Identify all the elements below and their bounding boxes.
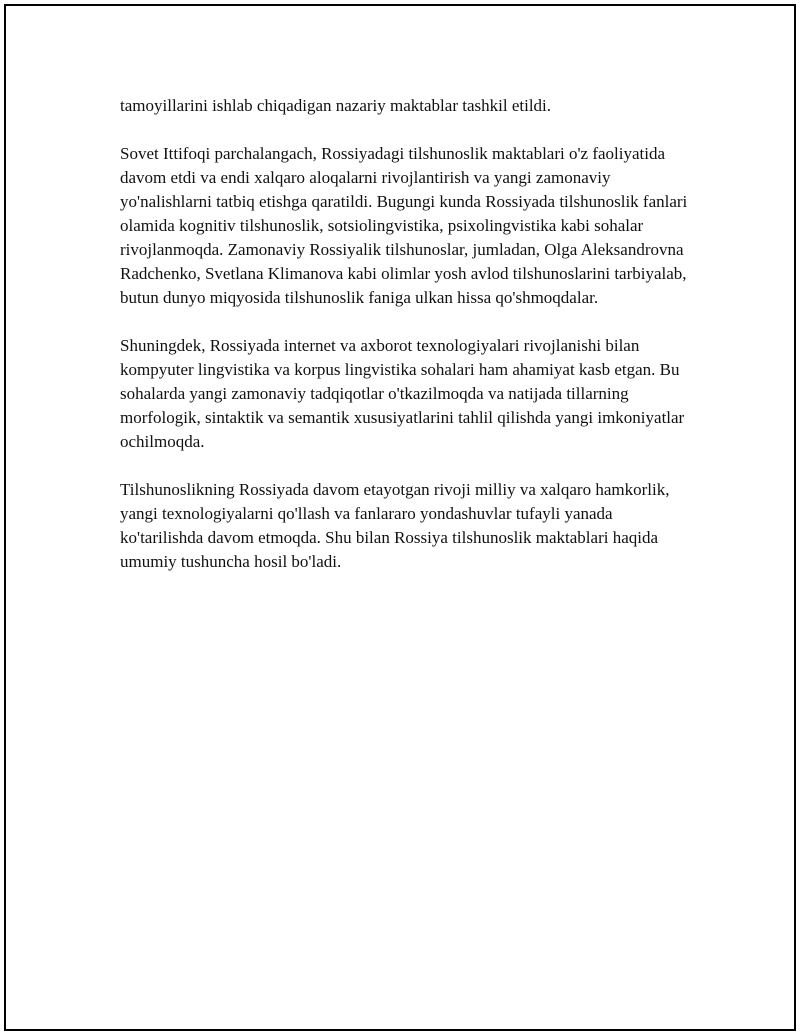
document-page <box>4 4 796 1031</box>
paragraph-3: Shuningdek, Rossiyada internet va axborot texnologiyalari rivojlanishi bilan kompyuter lingvistika va korpus lingvistika sohalari ham ahamiyat kasb etgan. Bu sohalarda yangi zamonaviy tadqiqotlar o'tkazilmoqda va natijada tillarning morfologik, sintaktik va semantik xususiyatlarini tahlil qilishda yangi imkoniyatlar ochilmoqda. <box>120 336 685 451</box>
document-body <box>120 94 690 598</box>
paragraph-2: Sovet Ittifoqi parchalangach, Rossiyadagi tilshunoslik maktablari o'z faoliyatida davom etdi va endi xalqaro aloqalarni rivojlantirish va yangi zamonaviy yo'nalishlarni tatbiq etishga qaratildi. Bugungi kunda Rossiyada tilshunoslik fanlari olamida kognitiv tilshunoslik, sotsiolingvistika, psixolingvistika kabi sohalar rivojlanmoqda. Zamonaviy Rossiyalik tilshunoslar, jumladan, Olga Aleksandrovna Radchenko, Svetlana Klimanova kabi olimlar yosh avlod tilshunoslarini tarbiyalab, butun dunyo miqyosida tilshunoslik faniga ulkan hissa qo'shmoqdalar. <box>120 144 688 307</box>
paragraph-1: tamoyillarini ishlab chiqadigan nazariy maktablar tashkil etildi. <box>120 96 552 115</box>
paragraph-4: Tilshunoslikning Rossiyada davom etayotgan rivoji milliy va xalqaro hamkorlik, yangi texnologiyalarni qo'llash va fanlararo yondashuvlar tufayli yanada ko'tarilishda davom etmoqda. Shu bilan Rossiya tilshunoslik maktablari haqida umumiy tushuncha hosil bo'ladi. <box>120 480 670 571</box>
